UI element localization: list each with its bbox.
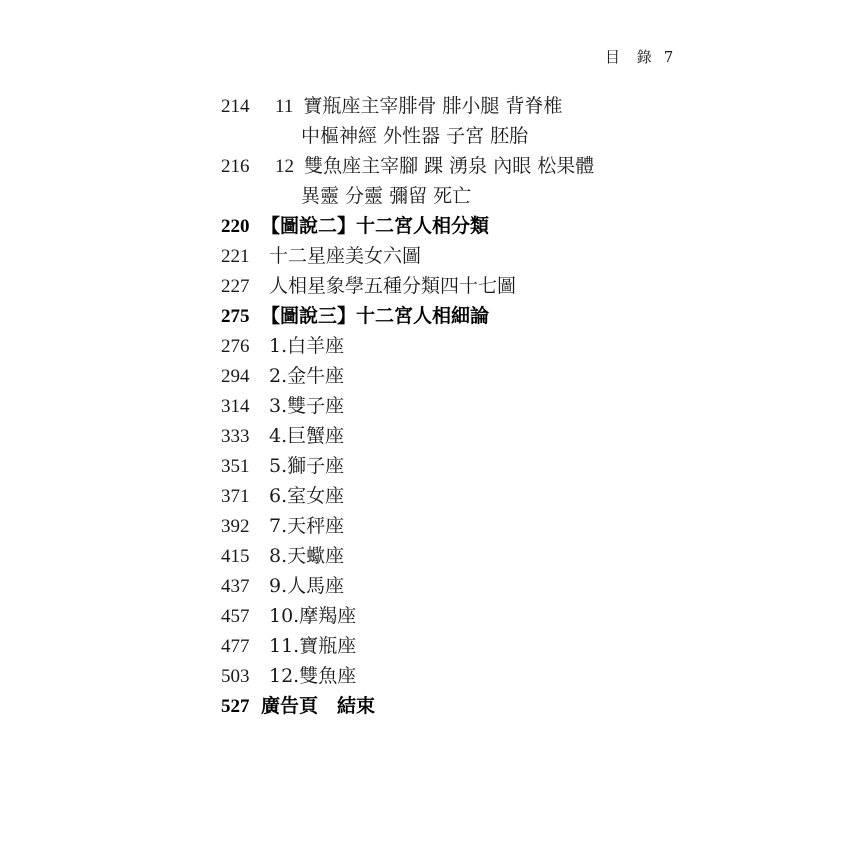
toc-entry — [221, 571, 681, 601]
toc-entry-text: 4.巨蟹座 — [269, 425, 345, 447]
toc-entry — [221, 151, 681, 181]
toc-entry-continuation: 異靈 分靈 彌留 死亡 — [301, 185, 472, 207]
toc-page-number: 216 — [221, 156, 250, 177]
toc-entry-text: 寶瓶座主宰腓骨 腓小腿 背脊椎 — [303, 95, 563, 117]
toc-section-title: 【圖說三】十二宮人相細論 — [261, 305, 490, 327]
toc-entry-text: 7.天秤座 — [269, 515, 345, 537]
toc-section-heading — [221, 691, 681, 721]
toc-entry — [221, 331, 681, 361]
toc-entry — [221, 451, 681, 481]
toc-entry-text: 2.金牛座 — [269, 365, 345, 387]
toc-section-heading — [221, 211, 681, 241]
toc-page-number: 392 — [221, 516, 250, 537]
toc-page-number: 503 — [221, 666, 250, 687]
toc-section-title: 【圖說二】十二宮人相分類 — [261, 215, 490, 237]
toc-entry — [221, 481, 681, 511]
toc-entry — [221, 361, 681, 391]
toc-entry-text: 3.雙子座 — [269, 395, 345, 417]
toc-entry — [221, 271, 681, 301]
toc-page-number: 437 — [221, 576, 250, 597]
toc-section-heading — [221, 301, 681, 331]
toc-page-number: 276 — [221, 336, 250, 357]
header-page-number: 7 — [663, 48, 674, 66]
toc-entry — [221, 601, 681, 631]
toc-page-number: 457 — [221, 606, 250, 627]
page-header — [605, 46, 673, 67]
toc-entry-text: 5.獅子座 — [269, 455, 345, 477]
toc-page-number: 214 — [221, 96, 250, 117]
toc-entry-text: 11.寶瓶座 — [269, 635, 357, 657]
toc-entry-text: 8.天蠍座 — [269, 545, 345, 567]
toc-page-number: 351 — [221, 456, 250, 477]
toc-entry — [221, 631, 681, 661]
toc-page-number: 371 — [221, 486, 250, 507]
header-title: 目 錄 — [605, 48, 658, 66]
table-of-contents — [221, 91, 681, 721]
toc-entry — [221, 91, 681, 121]
toc-entry-text: 10.摩羯座 — [269, 605, 357, 627]
toc-page-number: 294 — [221, 366, 250, 387]
toc-page-number: 227 — [221, 276, 250, 297]
toc-entry-number: 12 — [275, 156, 295, 177]
toc-entry-text: 12.雙魚座 — [269, 665, 357, 687]
toc-entry-text: 9.人馬座 — [269, 575, 345, 597]
toc-page-number: 477 — [221, 636, 250, 657]
toc-page-number: 527 — [221, 696, 250, 717]
toc-entry-text: 1.白羊座 — [269, 335, 345, 357]
toc-entry — [221, 511, 681, 541]
toc-section-title: 廣告頁 結束 — [261, 695, 376, 717]
toc-entry-continuation: 中樞神經 外性器 子宮 胚胎 — [301, 125, 529, 147]
toc-entry-text: 人相星象學五種分類四十七圖 — [269, 275, 517, 297]
toc-entry-text: 6.室女座 — [269, 485, 345, 507]
toc-page-number: 415 — [221, 546, 250, 567]
toc-entry-text: 雙魚座主宰腳 踝 湧泉 內眼 松果體 — [304, 155, 595, 177]
toc-entry — [221, 421, 681, 451]
toc-entry-text: 十二星座美女六圖 — [269, 245, 422, 267]
toc-entry — [221, 391, 681, 421]
toc-page-number: 333 — [221, 426, 250, 447]
toc-page-number: 220 — [221, 216, 250, 237]
toc-page-number: 221 — [221, 246, 250, 267]
toc-entry — [221, 661, 681, 691]
toc-entry — [221, 541, 681, 571]
toc-page-number: 314 — [221, 396, 250, 417]
toc-page-number: 275 — [221, 306, 250, 327]
toc-entry — [221, 241, 681, 271]
toc-entry-number: 11 — [275, 96, 294, 117]
